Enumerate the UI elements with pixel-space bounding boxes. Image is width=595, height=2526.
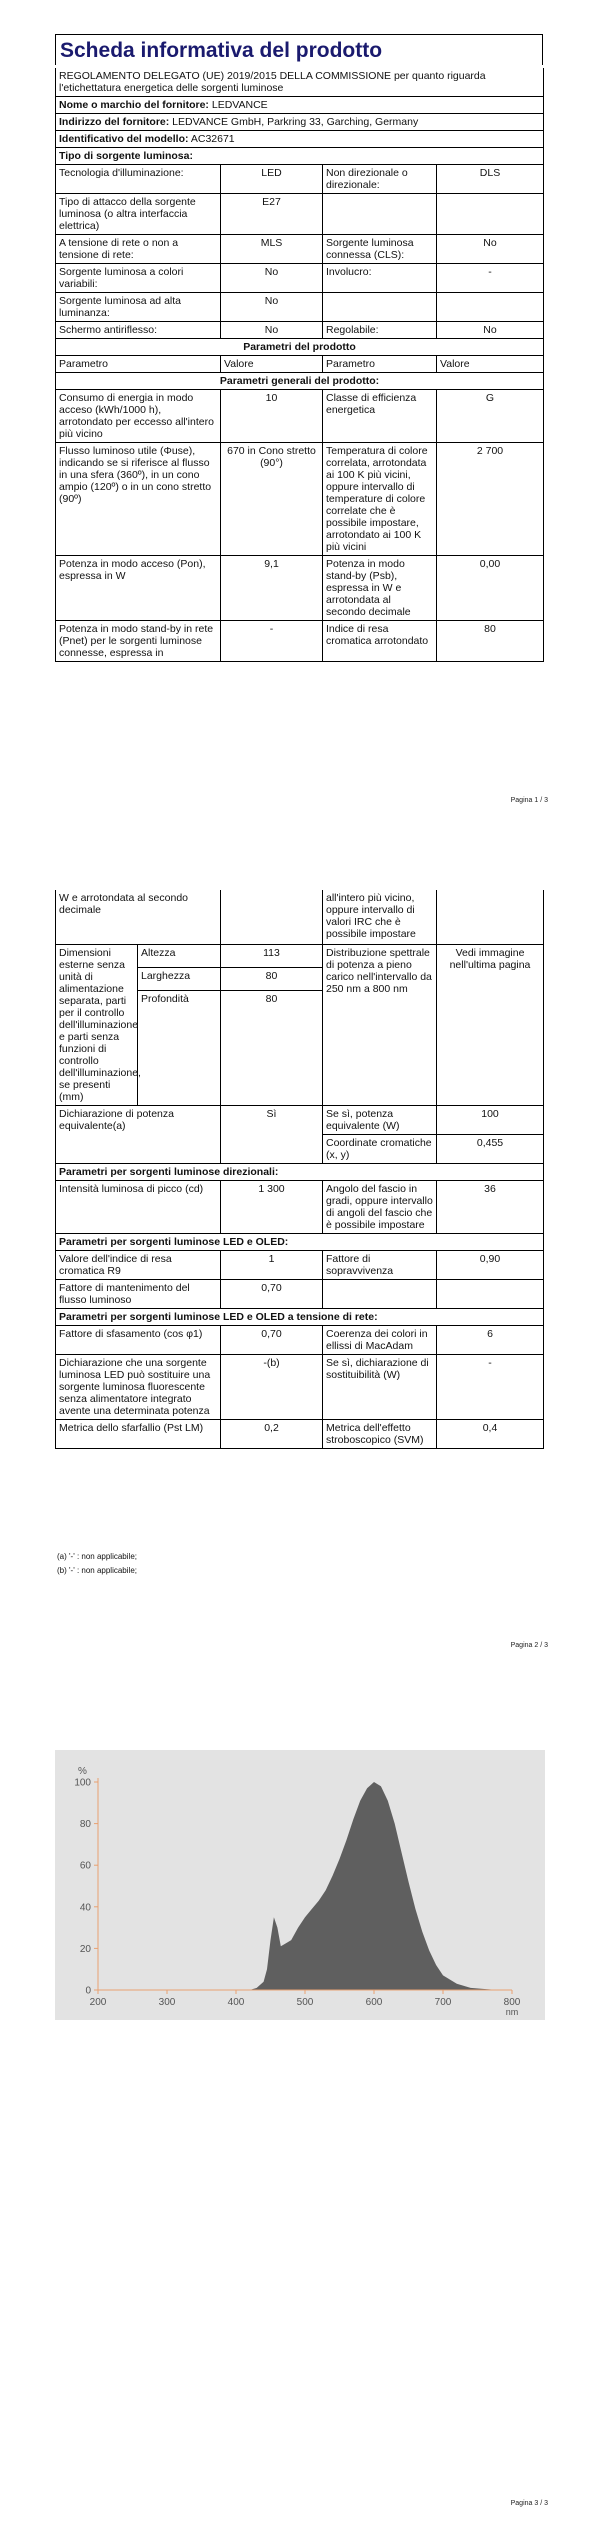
mains-value: MLS bbox=[221, 235, 323, 264]
lumen-maint-label: Fattore di mantenimento del flusso luminoso bbox=[56, 1280, 221, 1309]
model-id-label: Identificativo del modello: bbox=[59, 133, 189, 145]
class-label: Classe di efficienza energetica bbox=[323, 390, 437, 443]
replacement-w-label: Se sì, dichiarazione di sostituibilità (W) bbox=[323, 1355, 437, 1420]
cct-label: Temperatura di colore correlata, arrotondata ai 100 K più vicini, oppure intervallo di temperature di colore correlate che è possibile impostare, arrotondato ai 100 K più vicini bbox=[323, 443, 437, 556]
model-id-row bbox=[56, 131, 544, 148]
cap-value: E27 bbox=[221, 194, 323, 235]
supplier-name-label: Nome o marchio del fornitore: bbox=[59, 99, 209, 111]
coord-value: 0,455 bbox=[437, 1135, 544, 1164]
col-value: Valore bbox=[221, 356, 323, 373]
regulation-text: REGOLAMENTO DELEGATO (UE) 2019/2015 DELLA COMMISSIONE per quanto riguarda l'etichettatura energetica delle sorgenti luminose bbox=[56, 68, 544, 97]
y-tick-label: 80 bbox=[79, 1819, 91, 1831]
pf-value: 0,70 bbox=[221, 1326, 323, 1355]
col-param: Parametro bbox=[323, 356, 437, 373]
svm-label: Metrica dell'effetto stroboscopico (SVM) bbox=[323, 1420, 437, 1449]
colour-value: No bbox=[221, 264, 323, 293]
cct-value: 2 700 bbox=[437, 443, 544, 556]
x-tick-label: 300 bbox=[158, 1997, 176, 2008]
flux-value: 670 in Cono stretto (90°) bbox=[221, 443, 323, 556]
supplier-name-value: LEDVANCE bbox=[211, 99, 268, 111]
glare-label: Schermo antiriflesso: bbox=[56, 322, 221, 339]
width-label: Larghezza bbox=[138, 968, 221, 991]
equiv-claim-label: Dichiarazione di potenza equivalente(a) bbox=[56, 1106, 221, 1164]
dimmable-label: Regolabile: bbox=[323, 322, 437, 339]
supplier-address-row bbox=[56, 114, 544, 131]
x-tick-label: 700 bbox=[434, 1997, 452, 2008]
x-tick-label: 400 bbox=[227, 1997, 245, 2008]
footnote-a: (a) '-' : non applicabile; bbox=[57, 1552, 137, 1561]
psb-label: Potenza in modo stand-by (Psb), espressa in W e arrotondata al secondo decimale bbox=[323, 556, 437, 621]
y-tick-label: 100 bbox=[74, 1777, 91, 1789]
tech-label: Tecnologia d'illuminazione: bbox=[56, 165, 221, 194]
psb-value: 0,00 bbox=[437, 556, 544, 621]
footnote-b: (b) '-' : non applicabile; bbox=[57, 1566, 137, 1575]
pon-value: 9,1 bbox=[221, 556, 323, 621]
y-axis-unit: % bbox=[78, 1766, 87, 1777]
width-value: 80 bbox=[221, 968, 323, 991]
spd-value: Vedi immagine nell'ultima pagina bbox=[437, 945, 544, 1106]
beam-label: Angolo del fascio in gradi, oppure intervallo di angoli del fascio che è possibile impostare bbox=[323, 1181, 437, 1234]
r9-label: Valore dell'indice di resa cromatica R9 bbox=[56, 1251, 221, 1280]
supplier-address-label: Indirizzo del fornitore: bbox=[59, 116, 170, 128]
supplier-address-value: LEDVANCE GmbH, Parkring 33, Garching, Germany bbox=[172, 116, 419, 128]
y-tick-label: 0 bbox=[85, 1985, 91, 1997]
mains-header: Parametri per sorgenti luminose LED e OLED a tensione di rete: bbox=[56, 1309, 544, 1326]
params-header: Parametri del prodotto bbox=[56, 339, 544, 356]
general-params-header: Parametri generali del prodotto: bbox=[56, 373, 544, 390]
col-param: Parametro bbox=[56, 356, 221, 373]
cri-value: 80 bbox=[437, 621, 544, 662]
dimmable-value: No bbox=[437, 322, 544, 339]
led-header: Parametri per sorgenti luminose LED e OLED: bbox=[56, 1234, 544, 1251]
pnet-value: - bbox=[221, 621, 323, 662]
envelope-label: Involucro: bbox=[323, 264, 437, 293]
tech-value: LED bbox=[221, 165, 323, 194]
x-tick-label: 800 bbox=[503, 1997, 521, 2008]
footnotes bbox=[57, 1550, 137, 1578]
x-tick-label: 200 bbox=[89, 1997, 107, 2008]
energy-label: Consumo di energia in modo acceso (kWh/1000 h), arrotondato per eccesso all'intero più vicino bbox=[56, 390, 221, 443]
y-tick-label: 40 bbox=[79, 1902, 91, 1914]
page-1 bbox=[0, 0, 595, 820]
dims-label: Dimensioni esterne senza unità di alimentazione separata, parti per il controllo dell'illuminazione e parti senza funzioni di controllo dell'illuminazione, se presenti (mm) bbox=[56, 945, 138, 1106]
macadam-label: Coerenza dei colori in ellissi di MacAdam bbox=[323, 1326, 437, 1355]
high-luminance-value: No bbox=[221, 293, 323, 322]
page-number-1: Pagina 1 / 3 bbox=[510, 797, 548, 804]
coord-label: Coordinate cromatiche (x, y) bbox=[323, 1135, 437, 1164]
flicker-label: Metrica dello sfarfallio (Pst LM) bbox=[56, 1420, 221, 1449]
height-label: Altezza bbox=[138, 945, 221, 968]
replacement-label: Dichiarazione che una sorgente luminosa LED può sostituire una sorgente luminosa fluorescente senza alimentatore integrato avente una determinata potenza bbox=[56, 1355, 221, 1420]
mains-label: A tensione di rete o non a tensione di rete: bbox=[56, 235, 221, 264]
flux-label: Flusso luminoso utile (Φuse), indicando se si riferisce al flusso in una sfera (360º), in un cono ampio (120º) o in un cono stretto (90º) bbox=[56, 443, 221, 556]
cls-value: No bbox=[437, 235, 544, 264]
cls-label: Sorgente luminosa connessa (CLS): bbox=[323, 235, 437, 264]
y-tick-label: 20 bbox=[79, 1943, 91, 1955]
class-value: G bbox=[437, 390, 544, 443]
x-tick-label: 600 bbox=[365, 1997, 383, 2008]
model-id-value: AC32671 bbox=[190, 133, 235, 145]
pnet-label: Potenza in modo stand-by in rete (Pnet) per le sorgenti luminose connesse, espressa in bbox=[56, 621, 221, 662]
equiv-claim-value: Sì bbox=[221, 1106, 323, 1164]
spectrum-area bbox=[236, 1782, 498, 1990]
survival-value: 0,90 bbox=[437, 1251, 544, 1280]
pf-label: Fattore di sfasamento (cos φ1) bbox=[56, 1326, 221, 1355]
survival-label: Fattore di sopravvivenza bbox=[323, 1251, 437, 1280]
depth-value: 80 bbox=[221, 991, 323, 1106]
macadam-value: 6 bbox=[437, 1326, 544, 1355]
product-info-table-p2 bbox=[55, 890, 544, 1449]
lumen-maint-value: 0,70 bbox=[221, 1280, 323, 1309]
page-number-2: Pagina 2 / 3 bbox=[510, 1642, 548, 1649]
cri-label-cont: all'intero più vicino, oppure intervallo di valori IRC che è possibile impostare bbox=[323, 890, 437, 945]
source-type-header: Tipo di sorgente luminosa: bbox=[56, 148, 544, 165]
flicker-value: 0,2 bbox=[221, 1420, 323, 1449]
peak-value: 1 300 bbox=[221, 1181, 323, 1234]
replacement-w-value: - bbox=[437, 1355, 544, 1420]
y-tick-label: 60 bbox=[79, 1860, 91, 1872]
document-title: Scheda informativa del prodotto bbox=[55, 34, 543, 65]
spd-label: Distribuzione spettrale di potenza a pieno carico nell'intervallo da 250 nm a 800 nm bbox=[323, 945, 437, 1106]
high-luminance-label: Sorgente luminosa ad alta luminanza: bbox=[56, 293, 221, 322]
envelope-value: - bbox=[437, 264, 544, 293]
colour-label: Sorgente luminosa a colori variabili: bbox=[56, 264, 221, 293]
supplier-name-row bbox=[56, 97, 544, 114]
svm-value: 0,4 bbox=[437, 1420, 544, 1449]
spectral-chart-svg bbox=[55, 1750, 545, 2020]
equiv-power-label: Se sì, potenza equivalente (W) bbox=[323, 1106, 437, 1135]
nondir-value: DLS bbox=[437, 165, 544, 194]
page-number-3: Pagina 3 / 3 bbox=[510, 2500, 548, 2507]
x-tick-label: 500 bbox=[296, 1997, 314, 2008]
pon-label: Potenza in modo acceso (Pon), espressa in W bbox=[56, 556, 221, 621]
product-info-table-p1 bbox=[55, 68, 544, 662]
directional-header: Parametri per sorgenti luminose direzionali: bbox=[56, 1164, 544, 1181]
x-axis-unit: nm bbox=[505, 2007, 519, 2017]
depth-label: Profondità bbox=[138, 991, 221, 1106]
glare-value: No bbox=[221, 322, 323, 339]
r9-value: 1 bbox=[221, 1251, 323, 1280]
energy-value: 10 bbox=[221, 390, 323, 443]
page-2 bbox=[0, 860, 595, 1680]
equiv-power-value: 100 bbox=[437, 1106, 544, 1135]
beam-value: 36 bbox=[437, 1181, 544, 1234]
spectral-distribution-chart bbox=[55, 1750, 545, 2020]
col-value: Valore bbox=[437, 356, 544, 373]
pnet-label-cont: W e arrotondata al secondo decimale bbox=[56, 890, 221, 945]
height-value: 113 bbox=[221, 945, 323, 968]
replacement-value: -(b) bbox=[221, 1355, 323, 1420]
peak-label: Intensità luminosa di picco (cd) bbox=[56, 1181, 221, 1234]
cap-label: Tipo di attacco della sorgente luminosa (o altra interfaccia elettrica) bbox=[56, 194, 221, 235]
cri-label: Indice di resa cromatica arrotondato bbox=[323, 621, 437, 662]
nondir-label: Non direzionale o direzionale: bbox=[323, 165, 437, 194]
